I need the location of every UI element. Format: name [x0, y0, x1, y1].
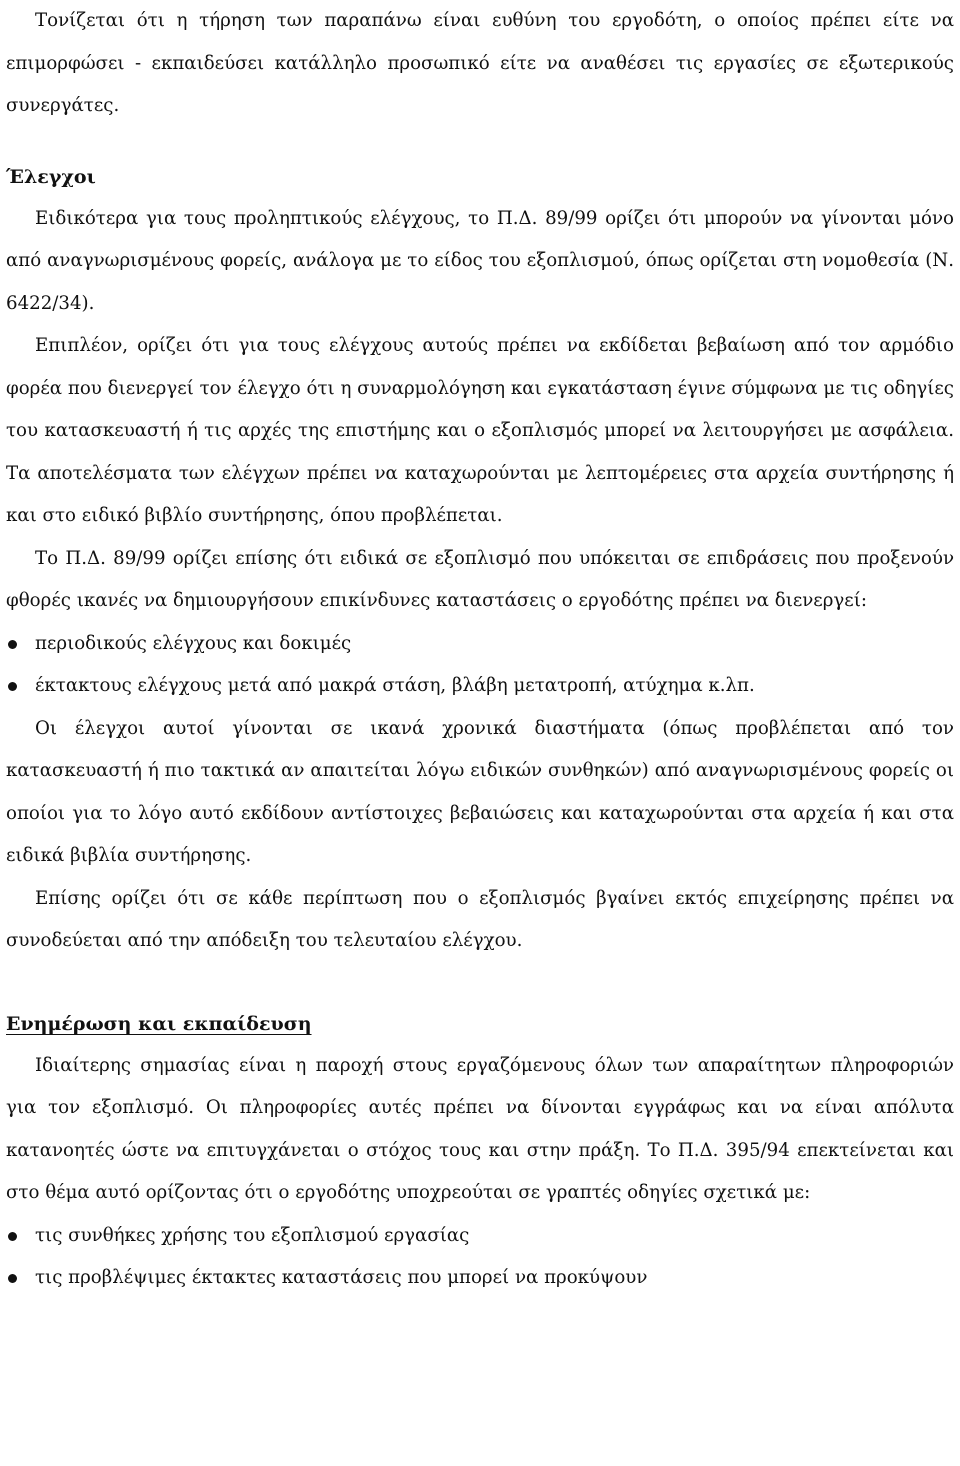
list-item-text: τις προβλέψιμες έκτακτες καταστάσεις που μπορεί να προκύψουν	[35, 1267, 648, 1288]
controls-paragraph-2: Επιπλέον, ορίζει ότι για τους ελέγχους αυτούς πρέπει να εκδίδεται βεβαίωση από τον αρμόδιο φορέα που διενεργεί τον έλεγχο ότι η συναρμολόγηση και εγκατάσταση έγινε σύμφωνα με τις οδηγίες του κατασκευαστή ή τις αρχές της επιστήμης και ο εξοπλισμός μπορεί να λειτουργήσει με ασφάλεια. Τα αποτελέσματα των ελέγχων πρέπει να καταχωρούνται με λεπτομέρειες στα αρχεία συντήρησης ή και στο ειδικό βιβλίο συντήρησης, όπου προβλέπεται.	[6, 335, 954, 526]
document-page	[6, 0, 954, 1300]
controls-paragraph-3: Το Π.Δ. 89/99 ορίζει επίσης ότι ειδικά σε εξοπλισμό που υπόκειται σε επιδράσεις που προξενούν φθορές ικανές να δημιουργήσουν επικίνδυνες καταστάσεις ο εργοδότης πρέπει να διενεργεί:	[6, 547, 954, 611]
list-item	[6, 623, 954, 666]
list-item	[6, 665, 954, 708]
intro-paragraph: Τονίζεται ότι η τήρηση των παραπάνω είναι ευθύνη του εργοδότη, ο οποίος πρέπει είτε να επιμορφώσει - εκπαιδεύσει κατάλληλο προσωπικό είτε να αναθέσει τις εργασίες σε εξωτερικούς συνεργάτες.	[6, 10, 954, 116]
spacer	[6, 128, 954, 156]
controls-paragraph-5: Επίσης ορίζει ότι σε κάθε περίπτωση που ο εξοπλισμός βγαίνει εκτός επιχείρησης πρέπει να συνοδεύεται από την απόδειξη του τελευταίου ελέγχου.	[6, 887, 954, 951]
training-paragraph-1: Ιδιαίτερης σημασίας είναι η παροχή στους εργαζόμενους όλων των απαραίτητων πληροφοριών για τον εξοπλισμό. Οι πληροφορίες αυτές πρέπει να δίνονται εγγράφως και να είναι απόλυτα κατανοητές ώστε να επιτυγχάνεται ο στόχος τους και στην πράξη. Το Π.Δ. 395/94 επεκτείνεται και στο θέμα αυτό ορίζοντας ότι ο εργοδότης υποχρεούται σε γραπτές οδηγίες σχετικά με:	[6, 1054, 954, 1203]
bullet-icon	[8, 682, 17, 691]
training-bullet-list	[6, 1215, 954, 1300]
controls-paragraph-4: Οι έλεγχοι αυτοί γίνονται σε ικανά χρονικά διαστήματα (όπως προβλέπεται από τον κατασκευαστή ή πιο τακτικά αν απαιτείται λόγω ειδικών συνθηκών) από αναγνωρισμένους φορείς οι οποίοι για το λόγο αυτό εκδίδουν αντίστοιχες βεβαιώσεις και καταχωρούνται στα αρχεία ή και στα ειδικά βιβλία συντήρησης.	[6, 717, 954, 866]
section-heading-training-text: Ενημέρωση και εκπαίδευση	[6, 1012, 312, 1035]
section-heading-controls: Έλεγχοι	[6, 165, 96, 188]
list-item	[6, 1257, 954, 1300]
list-item-text: έκτακτους ελέγχους μετά από μακρά στάση, βλάβη μετατροπή, ατύχημα κ.λπ.	[35, 675, 755, 696]
list-item-text: τις συνθήκες χρήσης του εξοπλισμού εργασίας	[35, 1224, 470, 1246]
controls-paragraph-1: Ειδικότερα για τους προληπτικούς ελέγχους, το Π.Δ. 89/99 ορίζει ότι μπορούν να γίνονται μόνο από αναγνωρισμένους φορείς, ανάλογα με το είδος του εξοπλισμού, όπως ορίζεται στη νομοθεσία (Ν. 6422/34).	[6, 207, 954, 314]
bullet-icon	[8, 640, 17, 649]
bullet-icon	[8, 1232, 17, 1241]
list-item	[6, 1215, 954, 1258]
list-item-text: περιοδικούς ελέγχους και δοκιμές	[35, 632, 352, 654]
controls-bullet-list	[6, 623, 954, 708]
spacer	[6, 963, 954, 1003]
section-heading-training	[6, 1003, 954, 1045]
bullet-icon	[8, 1274, 17, 1283]
